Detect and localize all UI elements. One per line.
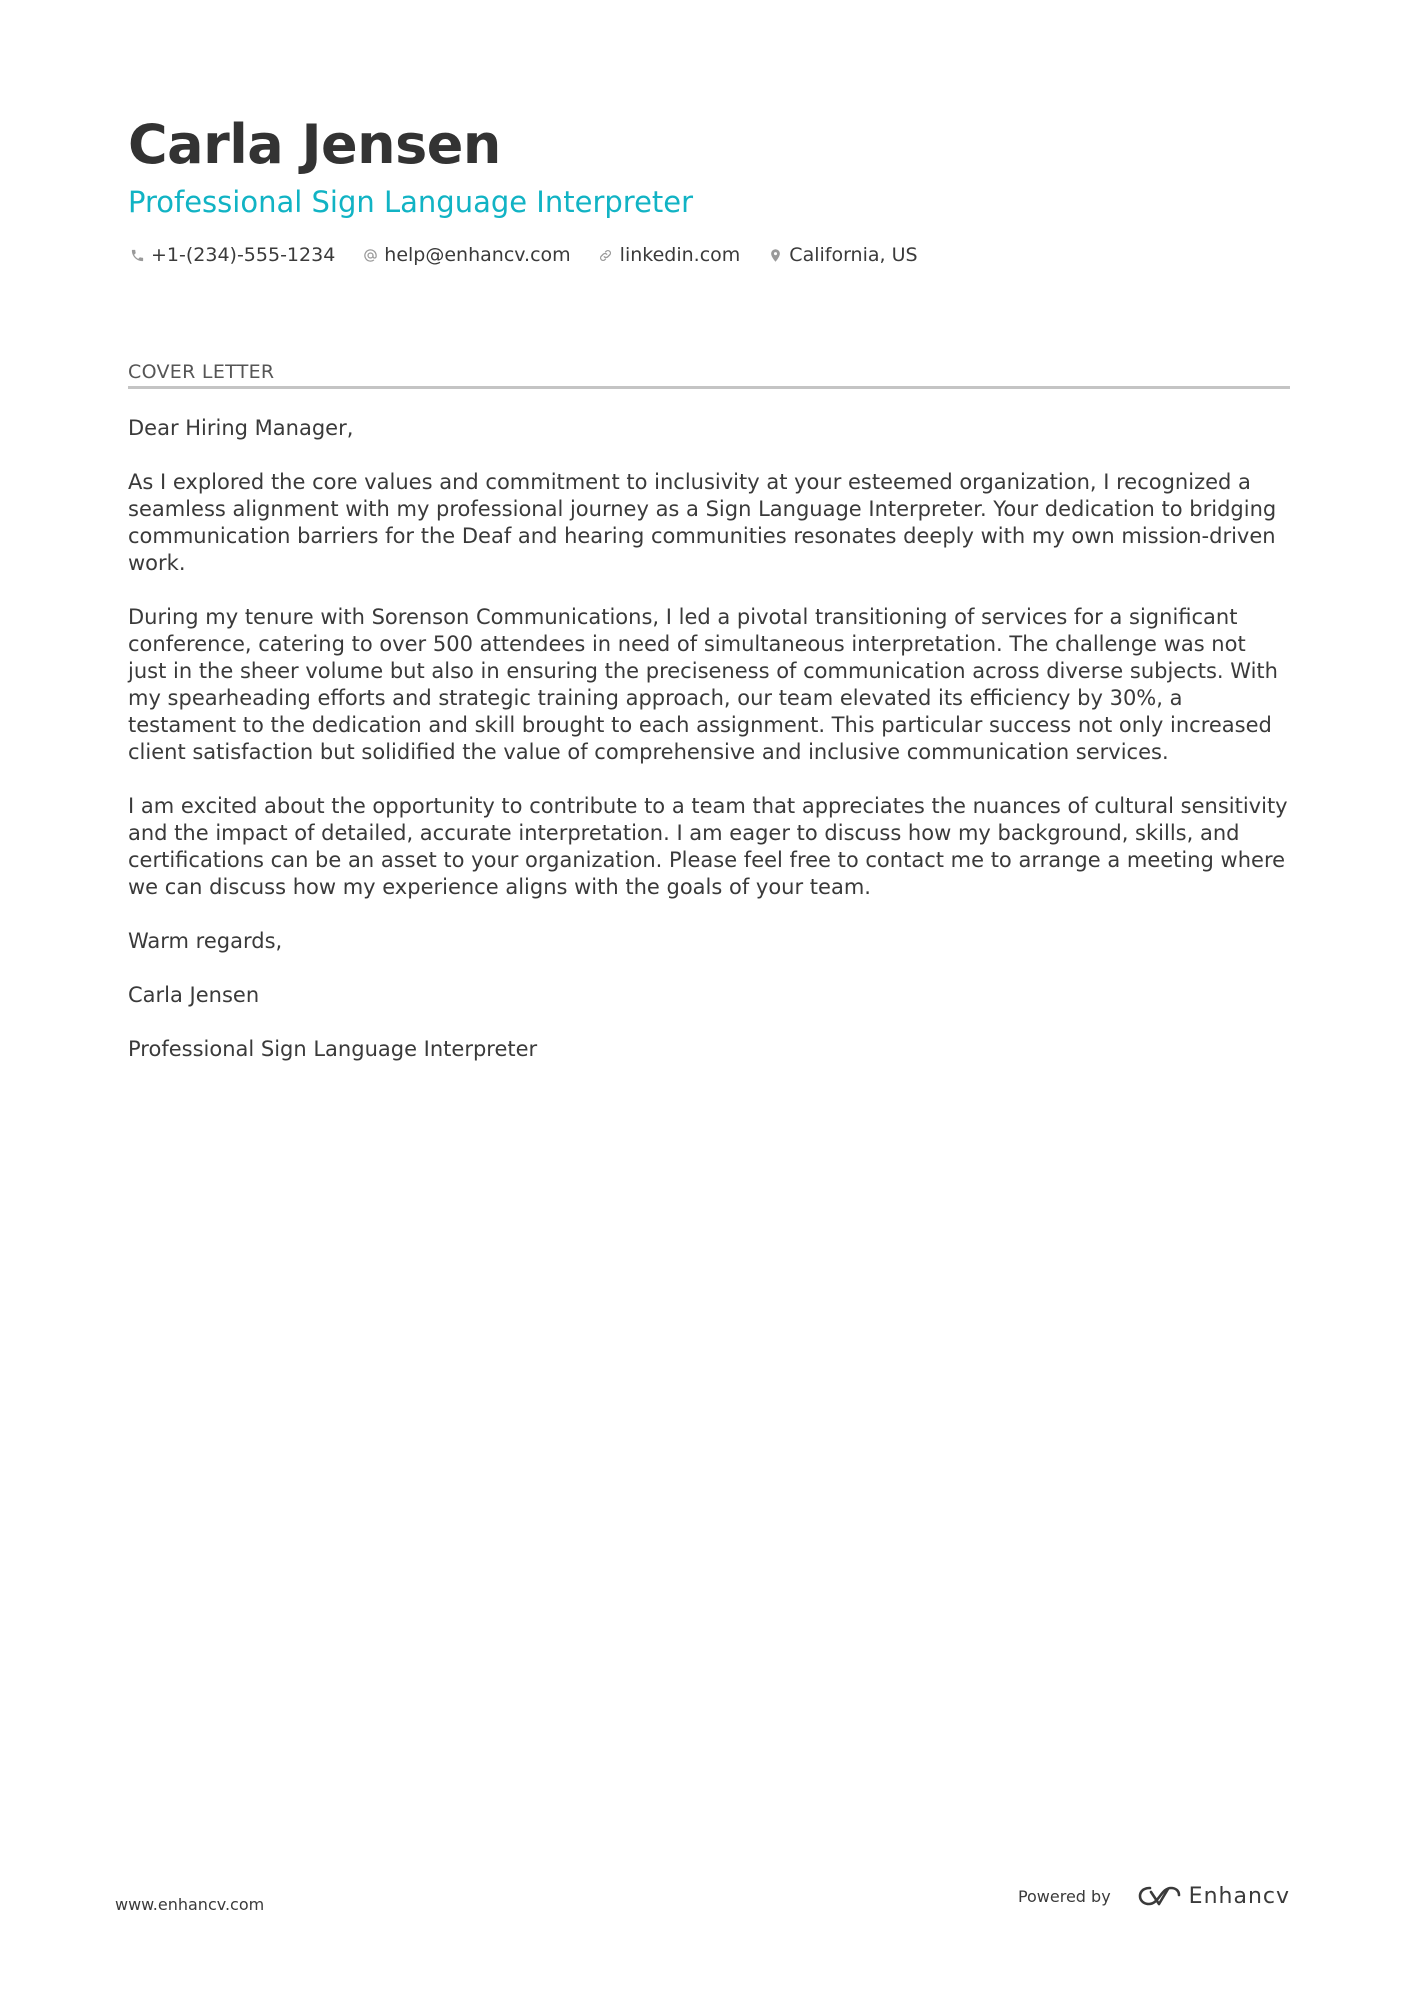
applicant-headline: Professional Sign Language Interpreter: [128, 185, 694, 219]
contact-email-text[interactable]: help@enhancv.com: [384, 244, 571, 266]
contact-bar: [128, 244, 1288, 266]
applicant-name: Carla Jensen: [128, 113, 501, 176]
letter-closing: Warm regards,: [128, 929, 283, 953]
contact-email[interactable]: [361, 244, 570, 266]
enhancv-logo[interactable]: [1137, 1883, 1290, 1909]
letter-body: [128, 415, 1290, 1063]
contact-phone: [128, 244, 335, 266]
powered-by-label: Powered by: [1017, 1886, 1111, 1906]
letter-greeting: Dear Hiring Manager,: [128, 416, 354, 440]
enhancv-logo-icon: [1137, 1883, 1183, 1909]
enhancv-brand-name: Enhancv: [1188, 1883, 1290, 1909]
link-icon: [597, 246, 615, 264]
at-icon: [361, 246, 379, 264]
letter-paragraph-3: I am excited about the opportunity to contribute to a team that appreciates the nuances of cultural sensitivity and the impact of detailed, accurate interpretation. I am eager to discuss how my background, skills, and certifications can be an asset to your organization. Please feel free to contact me to arrange a meeting where we can discuss how my experience aligns with the goals of your team.: [128, 794, 1288, 899]
location-pin-icon: [766, 246, 784, 264]
letter-paragraph-1: As I explored the core values and commitment to inclusivity at your esteemed organization, I recognized a seamless alignment with my professional journey as a Sign Language Interpreter. Your dedication to bridging communication barriers for the Deaf and hearing communities resonates deeply with my own mission-driven work.: [128, 470, 1277, 575]
contact-location: [766, 244, 917, 266]
footer-website[interactable]: www.enhancv.com: [115, 1895, 265, 1914]
signature-title: Professional Sign Language Interpreter: [128, 1037, 538, 1061]
section-title: COVER LETTER: [128, 360, 1290, 389]
phone-icon: [128, 246, 146, 264]
contact-linkedin-text[interactable]: linkedin.com: [619, 244, 741, 266]
contact-location-text: California, US: [789, 244, 918, 266]
contact-linkedin[interactable]: [597, 244, 741, 266]
cover-letter-section: [128, 360, 1290, 1090]
contact-phone-text: +1-(234)-555-1234: [151, 244, 336, 266]
letter-header: [128, 108, 1288, 266]
footer-branding: [1018, 1883, 1290, 1909]
signature-name: Carla Jensen: [128, 983, 260, 1007]
letter-paragraph-2: During my tenure with Sorenson Communications, I led a pivotal transitioning of services for a significant conference, catering to over 500 attendees in need of simultaneous interpretation. The challenge was not just in the sheer volume but also in ensuring the preciseness of communication across diverse subjects. With my spearheading efforts and strategic training approach, our team elevated its efficiency by 30%, a testament to the dedication and skill brought to each assignment. This particular success not only increased client satisfaction but solidified the value of comprehensive and inclusive communication services.: [128, 605, 1278, 764]
